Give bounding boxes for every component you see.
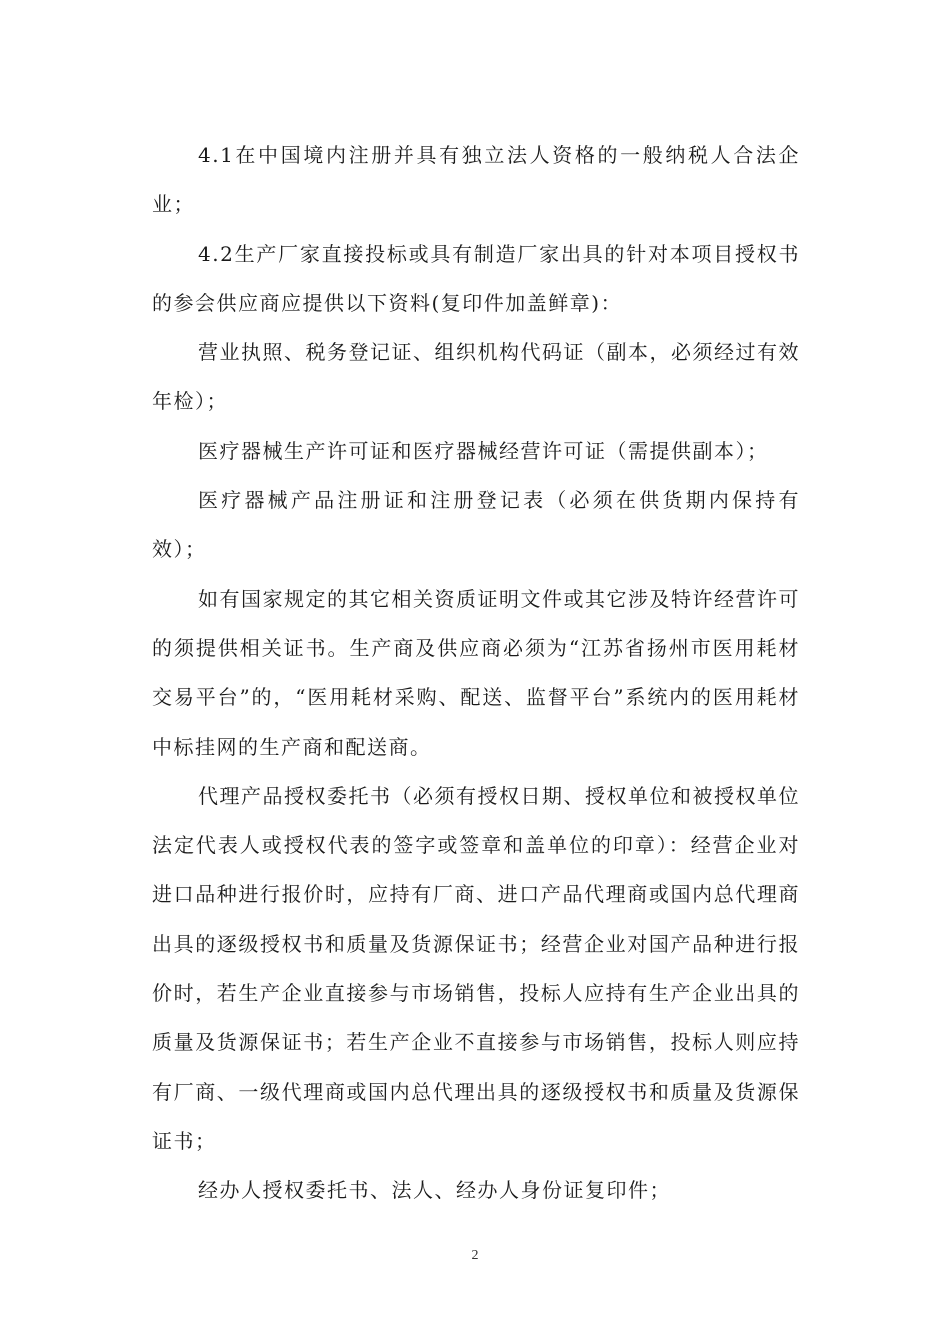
paragraph-4-2: 4.2生产厂家直接投标或具有制造厂家出具的针对本项目授权书的参会供应商应提供以下资料(复印件加盖鲜章)： [152, 241, 800, 315]
paragraph-product-registration: 医疗器械产品注册证和注册登记表（必须在供货期内保持有效）； [152, 488, 800, 562]
paragraph-agent-authorization: 经办人授权委托书、法人、经办人身份证复印件； [198, 1178, 671, 1203]
page-number: 2 [471, 1248, 479, 1263]
paragraph-business-license: 营业执照、税务登记证、组织机构代码证（副本，必须经过有效年检）； [152, 340, 800, 414]
paragraph-other-qualifications: 如有国家规定的其它相关资质证明文件或其它涉及特许经营许可的须提供相关证书。生产商及供应商必须为“江苏省扬州市医用耗材交易平台”的，“医用耗材采购、配送、监督平台”系统内的医用耗材中标挂网的生产商和配送商。 [152, 586, 800, 759]
document-body [152, 131, 800, 1216]
paragraph-agency-authorization: 代理产品授权委托书（必须有授权日期、授权单位和被授权单位法定代表人或授权代表的签字或签章和盖单位的印章）：经营企业对进口品种进行报价时，应持有厂商、进口产品代理商或国内总代理商出具的逐级授权书和质量及货源保证书；经营企业对国产品种进行报价时，若生产企业直接参与市场销售，投标人应持有生产企业出具的质量及货源保证书；若生产企业不直接参与市场销售，投标人则应持有厂商、一级代理商或国内总代理出具的逐级授权书和质量及货源保证书； [152, 783, 800, 1153]
paragraph-4-1: 4.1在中国境内注册并具有独立法人资格的一般纳税人合法企业； [152, 143, 800, 217]
paragraph-device-license: 医疗器械生产许可证和医疗器械经营许可证（需提供副本）； [198, 438, 769, 463]
